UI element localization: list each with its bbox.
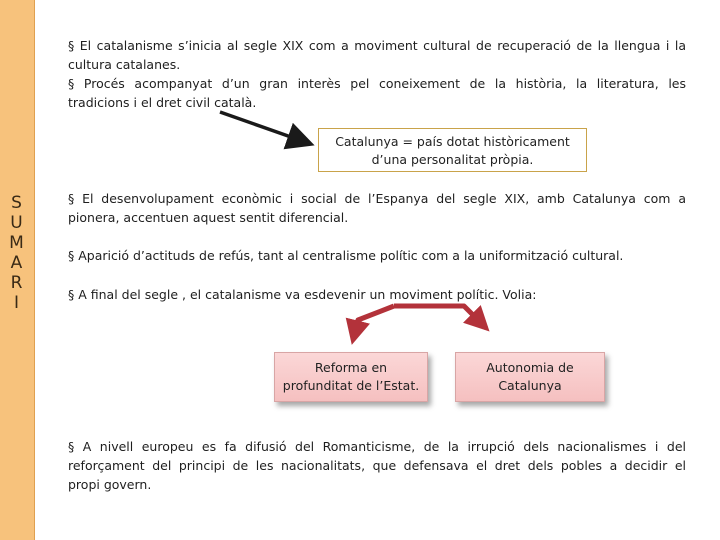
sidebar-letter: A <box>10 253 23 273</box>
bullet-line: § Aparició d’actituds de refús, tant al centralisme polític com a la uniformització cultural. <box>68 248 624 263</box>
sidebar-letter: I <box>13 293 19 313</box>
intro-line: § El catalanisme s’inicia al segle XIX com a moviment cultural de recuperació de la llengua i la <box>68 38 686 53</box>
bullet-line: § El desenvolupament econòmic i social de l’Espanya del segle XIX, amb Catalunya com a <box>68 191 686 206</box>
bullet-line: pionera, accentuen aquest sentit diferencial. <box>68 210 349 225</box>
arrow-to-callout <box>220 112 308 143</box>
callout-line: d’una personalitat pròpia. <box>371 152 534 167</box>
arrow-to-reform <box>353 306 394 340</box>
goal-box-autonomy <box>455 352 605 402</box>
closing-paragraph <box>68 437 686 494</box>
intro-line: § Procés acompanyat d’un gran interès pel coneixement de la història, la literatura, les <box>68 76 686 91</box>
sidebar-letter: M <box>9 233 24 253</box>
goal-box-reform <box>274 352 428 402</box>
closing-line: propi govern. <box>68 477 152 492</box>
callout-box <box>318 128 587 172</box>
callout-line: Catalunya = país dotat històricament <box>335 134 570 149</box>
intro-line: tradicions i el dret civil català. <box>68 95 257 110</box>
goal-line: Reforma en <box>314 360 388 375</box>
closing-line: § A nivell europeu es fa difusió del Romanticisme, de la irrupció dels nacionalismes i del <box>68 439 686 454</box>
bullet-economic <box>68 189 686 227</box>
goal-line: profunditat de l’Estat. <box>282 378 420 393</box>
sidebar-title <box>0 193 33 313</box>
closing-line: reforçament del principi de les nacionalitats, que defensava el dret dels pobles a decidir el <box>68 458 686 473</box>
goal-line: Autonomia de <box>486 360 574 375</box>
bullet-political <box>68 285 686 304</box>
bullet-line: § A final del segle , el catalanisme va esdevenir un moviment polític. Volia: <box>68 287 537 302</box>
intro-line: cultura catalanes. <box>68 57 181 72</box>
bullet-refusal <box>68 246 686 265</box>
sidebar-letter: U <box>10 213 23 233</box>
arrow-to-autonomy <box>394 306 486 328</box>
sidebar-letter: S <box>11 193 22 213</box>
intro-paragraph <box>68 36 686 112</box>
sidebar-letter: R <box>10 273 23 293</box>
sidebar <box>0 0 35 540</box>
goal-line: Catalunya <box>498 378 562 393</box>
